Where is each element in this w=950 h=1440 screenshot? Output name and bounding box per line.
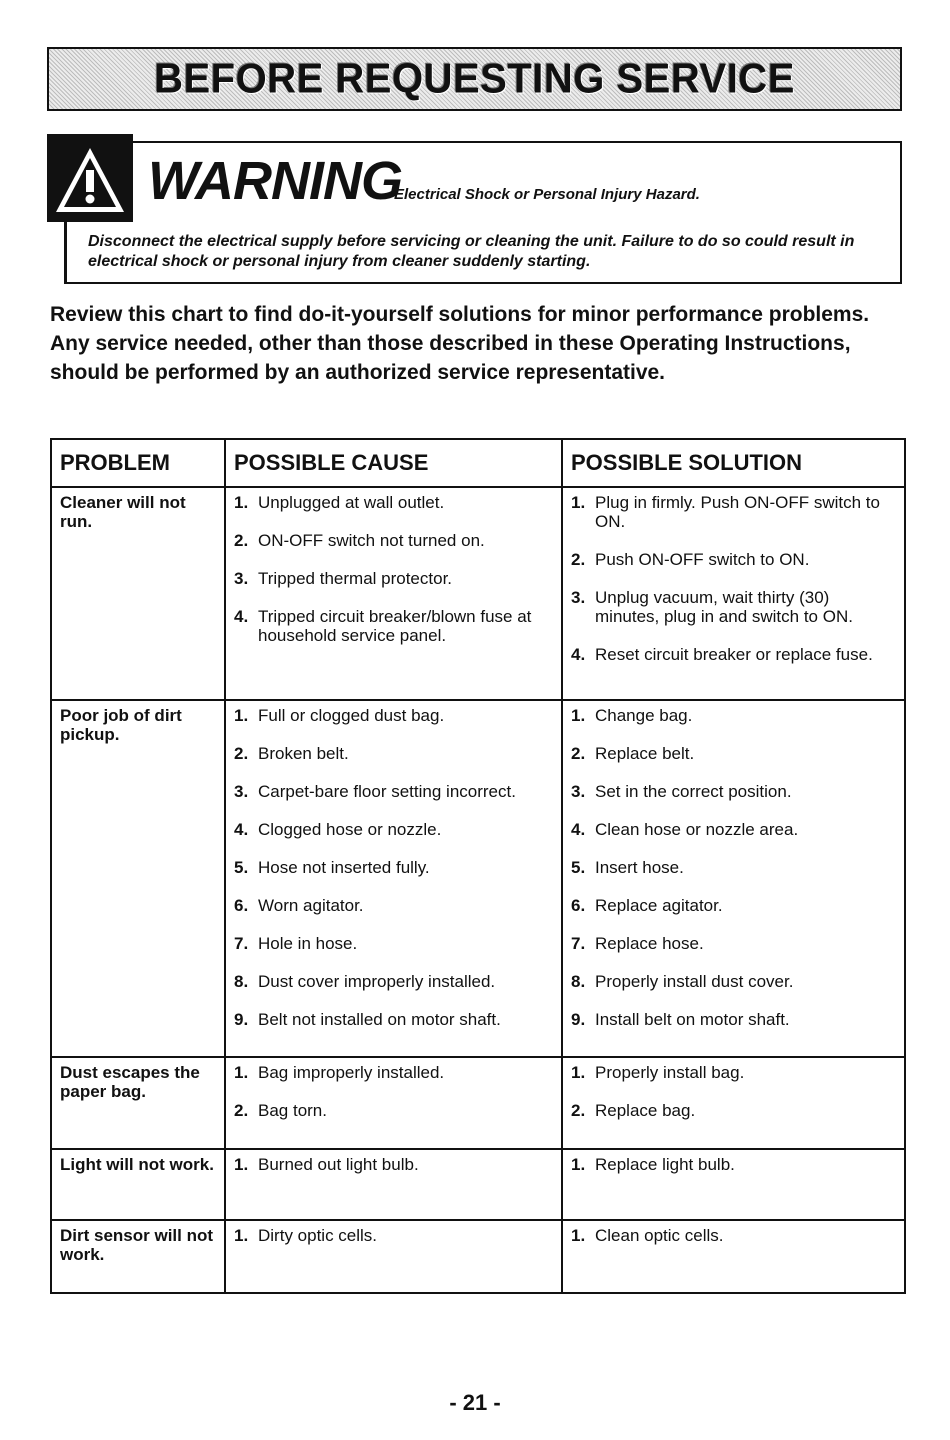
item-number: 1. <box>234 493 249 512</box>
cause-item <box>234 607 553 645</box>
cause-cell <box>225 1057 562 1149</box>
cause-item <box>234 1101 553 1120</box>
item-number: 3. <box>571 782 586 801</box>
item-number: 1. <box>234 1226 249 1245</box>
item-text: Worn agitator. <box>258 896 364 915</box>
item-text: Full or clogged dust bag. <box>258 706 445 725</box>
item-number: 1. <box>234 1063 249 1082</box>
item-number: 1. <box>234 1155 249 1174</box>
troubleshooting-table <box>50 438 906 1294</box>
page-number: - 21 - <box>449 1390 501 1415</box>
item-number: 4. <box>571 820 586 839</box>
solution-item <box>571 1155 896 1174</box>
table-row <box>51 1057 905 1149</box>
item-text: Tripped circuit breaker/blown fuse at household service panel. <box>258 607 532 645</box>
item-number: 5. <box>234 858 249 877</box>
item-number: 8. <box>234 972 249 991</box>
item-text: Reset circuit breaker or replace fuse. <box>595 645 873 664</box>
item-number: 6. <box>571 896 586 915</box>
table-header-row <box>51 439 905 487</box>
item-text: Replace light bulb. <box>595 1155 735 1174</box>
problem-cell: Poor job of dirt pickup. <box>51 700 225 1057</box>
solution-cell <box>562 487 905 700</box>
warning-text: Disconnect the electrical supply before servicing or cleaning the unit. Failure to do so could result in electrical shock or personal injury from cleaner suddenly starting. <box>88 233 855 270</box>
cause-item <box>234 896 553 915</box>
cause-cell <box>225 1220 562 1293</box>
item-number: 1. <box>571 1155 586 1174</box>
item-number: 6. <box>234 896 249 915</box>
item-number: 3. <box>234 782 249 801</box>
item-text: Replace bag. <box>595 1101 696 1120</box>
cause-item <box>234 782 553 801</box>
solution-item <box>571 550 896 569</box>
warning-subtitle: Electrical Shock or Personal Injury Hazard. <box>394 186 700 203</box>
cause-item <box>234 1226 553 1245</box>
solution-item <box>571 820 896 839</box>
solution-item <box>571 706 896 725</box>
item-text: Broken belt. <box>258 744 349 763</box>
item-text: Install belt on motor shaft. <box>595 1010 790 1029</box>
cause-item <box>234 569 553 588</box>
item-number: 1. <box>571 1063 586 1082</box>
cause-cell <box>225 700 562 1057</box>
item-number: 2. <box>571 744 586 763</box>
item-number: 2. <box>234 1101 249 1120</box>
item-text: Push ON-OFF switch to ON. <box>595 550 810 569</box>
cause-cell <box>225 487 562 700</box>
cause-item <box>234 744 553 763</box>
cause-item <box>234 858 553 877</box>
cause-item <box>234 493 553 512</box>
header-banner <box>47 47 902 111</box>
intro-paragraph: Review this chart to find do-it-yourself solutions for minor performance problems. Any service needed, other than those described in these Operating Instructions, should be performed by an authorized service representative. <box>50 303 870 384</box>
warning-title: WARNING <box>148 151 402 211</box>
item-text: Clogged hose or nozzle. <box>258 820 442 839</box>
item-text: Unplugged at wall outlet. <box>258 493 445 512</box>
solution-item <box>571 1226 896 1245</box>
problem-cell: Dust escapes the paper bag. <box>51 1057 225 1149</box>
problem-cell: Dirt sensor will not work. <box>51 1220 225 1293</box>
item-text: Belt not installed on motor shaft. <box>258 1010 501 1029</box>
solution-item <box>571 744 896 763</box>
item-number: 4. <box>234 820 249 839</box>
header-cause: POSSIBLE CAUSE <box>225 439 562 487</box>
item-text: Burned out light bulb. <box>258 1155 419 1174</box>
item-text: Clean hose or nozzle area. <box>595 820 799 839</box>
item-number: 1. <box>234 706 249 725</box>
table-row <box>51 1220 905 1293</box>
item-text: Replace belt. <box>595 744 695 763</box>
item-text: Properly install bag. <box>595 1063 745 1082</box>
item-text: Carpet-bare floor setting incorrect. <box>258 782 516 801</box>
cause-item <box>234 531 553 550</box>
item-text: Dust cover improperly installed. <box>258 972 496 991</box>
item-text: Set in the correct position. <box>595 782 792 801</box>
cause-item <box>234 820 553 839</box>
warning-box-rule <box>64 222 67 284</box>
item-number: 2. <box>571 550 586 569</box>
item-text: Hole in hose. <box>258 934 358 953</box>
item-number: 4. <box>234 607 249 626</box>
solution-cell <box>562 700 905 1057</box>
item-number: 4. <box>571 645 586 664</box>
solution-item <box>571 1101 896 1120</box>
item-number: 2. <box>234 531 249 550</box>
item-text: Dirty optic cells. <box>258 1226 378 1245</box>
cause-item <box>234 1010 553 1029</box>
item-number: 5. <box>571 858 586 877</box>
item-number: 1. <box>571 1226 586 1245</box>
header-problem: PROBLEM <box>51 439 225 487</box>
solution-item <box>571 588 896 626</box>
solution-item <box>571 1010 896 1029</box>
cause-cell <box>225 1149 562 1220</box>
item-text: Bag improperly installed. <box>258 1063 445 1082</box>
item-text: Tripped thermal protector. <box>258 569 453 588</box>
page-title: BEFORE REQUESTING SERVICE <box>154 55 795 102</box>
item-number: 7. <box>571 934 586 953</box>
solution-item <box>571 934 896 953</box>
table-row <box>51 487 905 700</box>
item-number: 2. <box>571 1101 586 1120</box>
cause-item <box>234 1063 553 1082</box>
table-row <box>51 700 905 1057</box>
solution-item <box>571 645 896 664</box>
item-text: Hose not inserted fully. <box>258 858 430 877</box>
solution-cell <box>562 1220 905 1293</box>
item-text: ON-OFF switch not turned on. <box>258 531 485 550</box>
solution-item <box>571 858 896 877</box>
item-number: 8. <box>571 972 586 991</box>
header-solution: POSSIBLE SOLUTION <box>562 439 905 487</box>
cause-item <box>234 934 553 953</box>
warning-icon <box>47 134 133 222</box>
solution-item <box>571 493 896 531</box>
item-text: Clean optic cells. <box>595 1226 724 1245</box>
solution-item <box>571 972 896 991</box>
item-text: Bag torn. <box>258 1101 327 1120</box>
table-row <box>51 1149 905 1220</box>
item-text: Unplug vacuum, wait thirty (30) minutes, plug in and switch to ON. <box>595 588 853 626</box>
solution-cell <box>562 1149 905 1220</box>
item-number: 9. <box>234 1010 249 1029</box>
solution-item <box>571 1063 896 1082</box>
item-number: 9. <box>571 1010 586 1029</box>
solution-item <box>571 782 896 801</box>
problem-cell: Light will not work. <box>51 1149 225 1220</box>
cause-item <box>234 972 553 991</box>
item-text: Properly install dust cover. <box>595 972 794 991</box>
cause-item <box>234 1155 553 1174</box>
item-number: 3. <box>234 569 249 588</box>
item-text: Replace agitator. <box>595 896 723 915</box>
item-number: 1. <box>571 493 586 512</box>
cause-item <box>234 706 553 725</box>
item-number: 2. <box>234 744 249 763</box>
item-number: 7. <box>234 934 249 953</box>
item-number: 1. <box>571 706 586 725</box>
item-text: Change bag. <box>595 706 693 725</box>
item-text: Replace hose. <box>595 934 704 953</box>
solution-item <box>571 896 896 915</box>
item-text: Insert hose. <box>595 858 684 877</box>
problem-cell: Cleaner will not run. <box>51 487 225 700</box>
solution-cell <box>562 1057 905 1149</box>
item-text: Plug in firmly. Push ON-OFF switch to ON. <box>595 493 880 531</box>
item-number: 3. <box>571 588 586 607</box>
